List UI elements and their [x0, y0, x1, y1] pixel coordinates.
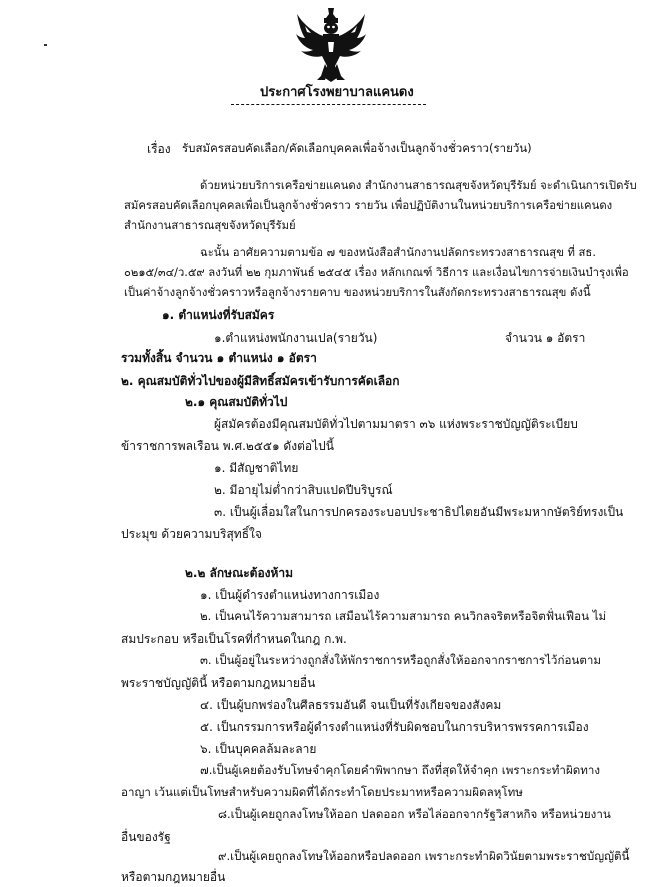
prohibition-item: อื่นของรัฐ: [121, 830, 171, 844]
title-separator: [231, 104, 426, 105]
subsection-heading: ๒.๒ ลักษณะต้องห้าม: [185, 566, 294, 580]
section2-heading: ๒. คุณสมบัติทั่วไปของผู้มีสิทธิ์สมัครเข้ารับการคัดเลือก: [121, 374, 400, 388]
scan-mark: [44, 44, 47, 46]
prohibition-item: ๖. เป็นบุคคลล้มละลาย: [200, 742, 317, 756]
prohibition-item: ๒. เป็นคนไร้ความสามารถ เสมือนไร้ความสามารถ คนวิกลจริตหรือจิตฟั่นเฟือน ไม่: [200, 609, 607, 623]
intro-line: สำนักงานสาธารณสุขจังหวัดบุรีรัมย์: [124, 219, 296, 232]
qualification-item: ๑. มีสัญชาติไทย: [214, 461, 299, 475]
prohibition-item: ๗.เป็นผู้เคยต้องรับโทษจำคุกโดยคำพิพากษา ถึงที่สุดให้จำคุก เพราะกระทำผิดทาง: [200, 763, 601, 777]
prohibition-item: ๕. เป็นกรรมการหรือผู้ดำรงตำแหน่งที่รับผิดชอบในการบริหารพรรคการเมือง: [200, 720, 589, 734]
qualification-item: ประมุข ด้วยความบริสุทธิ์ใจ: [121, 527, 262, 541]
prohibition-item: สมประกอบ หรือเป็นโรคที่กำหนดในกฎ ก.พ.: [121, 632, 347, 646]
prohibition-item: พระราชบัญญัตินี้ หรือตามกฎหมายอื่น: [121, 676, 316, 690]
prohibition-item: หรือตามกฎหมายอื่น: [121, 870, 226, 884]
garuda-emblem-icon: [295, 6, 367, 82]
subsection-heading: ๒.๑ คุณสมบัติทั่วไป: [185, 395, 288, 409]
paragraph-line: ข้าราชการพลเรือน พ.ศ.๒๕๕๑ ดังต่อไปนี้: [121, 439, 334, 453]
authority-line: ๐๒๑๕/๓๔/ว.๕๙ ลงวันที่ ๒๒ กุมภาพันธ์ ๒๕๔๕ เรื่อง หลักเกณฑ์ วิธีการ และเงื่อนไขการจ่ายเงินบำรุงเพื่อ: [124, 266, 629, 279]
position-total: รวมทั้งสิ้น จำนวน ๑ ตำแหน่ง ๑ อัตรา: [121, 351, 317, 365]
qualification-item: ๓. เป็นผู้เลื่อมใสในการปกครองระบอบประชาธิปไตยอันมีพระมหากษัตริย์ทรงเป็น: [214, 505, 624, 519]
prohibition-item: ๔. เป็นผู้บกพร่องในศีลธรรมอันดี จนเป็นที่รังเกียจของสังคม: [200, 698, 502, 712]
authority-line: ฉะนั้น อาศัยความตามข้อ ๗ ของหนังสือสำนักงานปลัดกระทรวงสาธารณสุข ที่ สธ.: [200, 246, 596, 259]
prohibition-item: ๘.เป็นผู้เคยถูกลงโทษให้ออก ปลดออก หรือไล่ออกจากรัฐวิสาหกิจ หรือหน่วยงาน: [218, 807, 611, 821]
subject-label: เรื่อง: [147, 142, 171, 156]
document-title: ประกาศโรงพยาบาลแคนดง: [260, 85, 414, 100]
paragraph-line: ผู้สมัครต้องมีคุณสมบัติทั่วไปตามมาตรา ๓๖ แห่งพระราชบัญญัติระเบียบ: [214, 417, 578, 431]
intro-line: ด้วยหน่วยบริการเครือข่ายแคนดง สำนักงานสาธารณสุขจังหวัดบุรีรัมย์ จะดำเนินการเปิดรับ: [200, 179, 637, 192]
subject-text: รับสมัครสอบคัดเลือก/คัดเลือกบุคคลเพื่อจ้างเป็นลูกจ้างชั่วคราว(รายวัน): [182, 141, 532, 155]
position-name: ๑.ตำแหน่งพนักงานเปล(รายวัน): [214, 331, 378, 345]
qualification-item: ๒. มีอายุไม่ต่ำกว่าสิบแปดปีบริบูรณ์: [214, 483, 393, 497]
section1-heading: ๑. ตำแหน่งที่รับสมัคร: [162, 308, 275, 322]
prohibition-item: ๑. เป็นผู้ดำรงตำแหน่งทางการเมือง: [200, 588, 380, 602]
prohibition-item: ๙.เป็นผู้เคยถูกลงโทษให้ออกหรือปลดออก เพราะกระทำผิดวินัยตามพระราชบัญญัตินี้: [218, 849, 630, 863]
position-quota: จำนวน ๑ อัตรา: [505, 331, 586, 345]
prohibition-item: ๓. เป็นผู้อยู่ในระหว่างถูกสั่งให้พักราชการหรือถูกสั่งให้ออกจากราชการไว้ก่อนตาม: [200, 653, 602, 667]
prohibition-item: อาญา เว้นแต่เป็นโทษสำหรับความผิดที่ได้กระทำโดยประมาทหรือความผิดลหุโทษ: [121, 785, 523, 799]
authority-line: เป็นค่าจ้างลูกจ้างชั่วคราวหรือลูกจ้างรายคาบ ของหน่วยบริการในสังกัดกระทรวงสาธารณสุข ดังนี้: [124, 286, 591, 299]
intro-line: สมัครสอบคัดเลือกบุคคลเพื่อเป็นลูกจ้างชั่วคราว รายวัน เพื่อปฏิบัติงานในหน่วยบริการเครือข่ายแคนดง: [124, 199, 613, 212]
